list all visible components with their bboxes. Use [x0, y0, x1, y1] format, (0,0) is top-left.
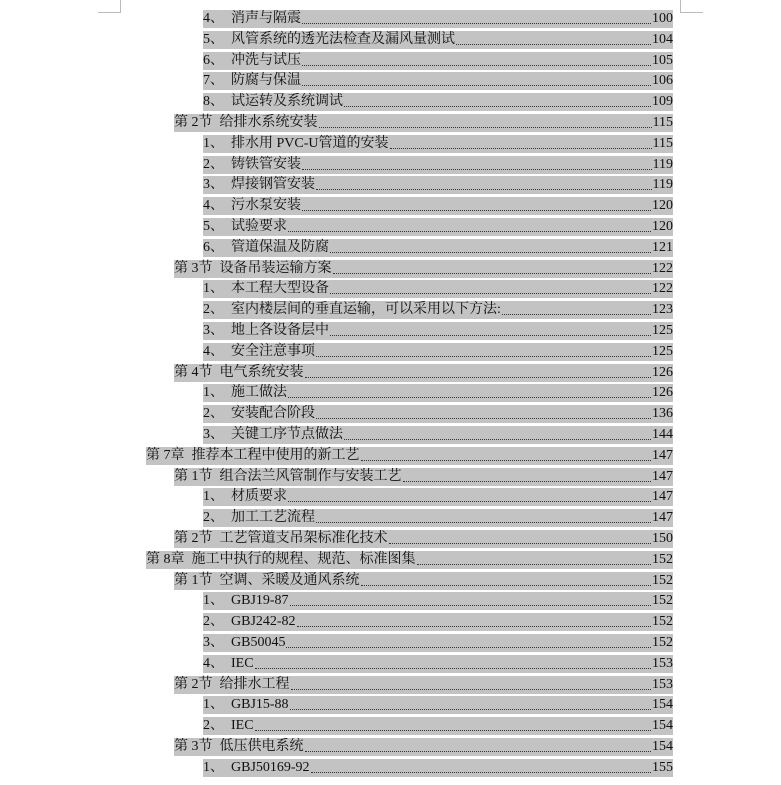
toc-entry-number: 3、	[203, 323, 224, 338]
toc-page-number: 147	[652, 510, 673, 526]
toc-dot-leader	[302, 60, 651, 66]
toc-entry-title: 电气系统安装	[219, 364, 304, 380]
toc-page-number: 109	[652, 94, 673, 110]
crop-mark-left	[98, 0, 121, 13]
toc-item-entry[interactable]	[203, 696, 673, 714]
toc-item-entry[interactable]	[203, 384, 673, 402]
toc-page-number: 121	[652, 239, 673, 255]
toc-item-entry[interactable]	[203, 759, 673, 777]
toc-page-number: 152	[652, 614, 673, 630]
toc-page-number: 106	[652, 73, 673, 89]
toc-dot-leader	[302, 205, 651, 211]
toc-entry-number: 第 2节	[174, 531, 213, 546]
toc-entry-number: 1、	[203, 489, 224, 505]
toc-item-entry[interactable]	[203, 655, 673, 673]
toc-item-entry[interactable]	[203, 405, 673, 423]
toc-entry-number: 第 4节	[174, 364, 213, 380]
toc-entry-title: 管道保温及防腐	[231, 239, 329, 255]
toc-entry-number: 1、	[203, 759, 224, 775]
toc-item-entry[interactable]	[203, 488, 673, 506]
toc-entry-number: 第 3节	[174, 739, 213, 754]
toc-dot-leader	[302, 164, 652, 170]
toc-item-entry[interactable]	[203, 197, 673, 215]
toc-dot-leader	[316, 351, 651, 357]
toc-entry-title: IEC	[231, 655, 254, 671]
toc-entry-title: GBJ19-87	[231, 593, 289, 609]
toc-entry-number: 1、	[203, 593, 224, 609]
toc-entry-title: GB50045	[231, 635, 286, 650]
toc-entry-number: 5、	[203, 31, 224, 47]
toc-page-number: 122	[652, 281, 673, 297]
toc-item-entry[interactable]	[203, 322, 673, 340]
toc-entry-number: 2、	[203, 406, 224, 422]
toc-item-entry[interactable]	[203, 135, 673, 153]
toc-page-number: 152	[652, 593, 673, 609]
toc-page-number: 122	[652, 260, 673, 276]
toc-entry-title: 材质要求	[231, 489, 287, 505]
toc-dot-leader	[403, 476, 652, 482]
toc-entry-number: 2、	[203, 614, 224, 630]
toc-dot-leader	[288, 392, 651, 398]
toc-entry-title: 工艺管道支吊架标准化技术	[219, 531, 388, 546]
toc-entry-number: 4、	[203, 198, 224, 214]
toc-dot-leader	[316, 184, 652, 190]
toc-entry-title: 风管系统的透光法检查及漏风量测试	[231, 31, 455, 47]
toc-entry-number: 第 1节	[174, 468, 213, 484]
toc-entry-number: 8、	[203, 94, 224, 110]
toc-entry-title: GBJ50169-92	[231, 759, 310, 775]
toc-entry-number: 3、	[203, 635, 224, 650]
toc-page-number: 155	[652, 759, 673, 775]
toc-entry-number: 第 2节	[174, 676, 213, 692]
toc-item-entry[interactable]	[203, 613, 673, 631]
toc-dot-leader	[361, 455, 652, 461]
toc-item-entry[interactable]	[203, 426, 673, 444]
toc-entry-title: 加工工艺流程	[231, 510, 315, 526]
toc-entry-number: 1、	[203, 697, 224, 713]
toc-section-entry[interactable]	[174, 114, 673, 132]
toc-dot-leader	[288, 226, 651, 232]
toc-dot-leader	[290, 704, 651, 710]
toc-page-number: 119	[652, 156, 673, 172]
toc-page-number: 119	[652, 177, 673, 193]
toc-entry-title: 焊接钢管安装	[231, 177, 315, 193]
toc-section-entry[interactable]	[174, 260, 673, 278]
toc-entry-title: 设备吊装运输方案	[219, 260, 332, 276]
toc-entry-number: 3、	[203, 427, 224, 442]
toc-entry-title: 给排水系统安装	[219, 115, 318, 130]
toc-item-entry[interactable]	[203, 72, 673, 90]
toc-entry-title: 安装配合阶段	[231, 406, 315, 422]
toc-item-entry[interactable]	[203, 31, 673, 49]
toc-entry-title: 铸铁管安装	[231, 156, 301, 172]
toc-page-number: 125	[652, 343, 673, 359]
toc-entry-number: 1、	[203, 281, 224, 297]
toc-entry-title: 室内楼层间的垂直运输，可以采用以下方法:	[231, 302, 501, 318]
toc-page-number: 136	[652, 406, 673, 422]
toc-dot-leader	[316, 517, 651, 523]
toc-entry-number: 5、	[203, 219, 224, 234]
toc-item-entry[interactable]	[203, 634, 673, 652]
toc-item-entry[interactable]	[203, 52, 673, 70]
toc-entry-title: IEC	[231, 718, 254, 734]
toc-dot-leader	[330, 247, 651, 253]
toc-section-entry[interactable]	[174, 676, 673, 694]
toc-entry-number: 3、	[203, 177, 224, 193]
toc-entry-number: 4、	[203, 343, 224, 359]
toc-section-entry[interactable]	[174, 738, 673, 756]
toc-dot-leader	[456, 39, 651, 45]
toc-entry-title: 地上各设备层中	[231, 323, 329, 338]
toc-page-number: 152	[652, 572, 673, 588]
toc-entry-number: 第 2节	[174, 115, 213, 130]
toc-dot-leader	[302, 80, 651, 86]
toc-entry-title: 本工程大型设备	[231, 281, 329, 297]
toc-dot-leader	[305, 746, 652, 752]
toc-dot-leader	[361, 580, 652, 586]
toc-page-number: 126	[652, 385, 673, 401]
toc-dot-leader	[316, 413, 651, 419]
toc-item-entry[interactable]	[203, 343, 673, 361]
toc-entry-title: 施工做法	[231, 385, 287, 401]
toc-entry-number: 1、	[203, 385, 224, 401]
toc-entry-title: 污水泵安装	[231, 198, 301, 214]
toc-entry-title: 推荐本工程中使用的新工艺	[191, 447, 360, 463]
toc-item-entry[interactable]	[203, 176, 673, 194]
toc-page-number: 147	[652, 489, 673, 505]
toc-item-entry[interactable]	[203, 509, 673, 527]
toc-page-number: 115	[652, 115, 673, 130]
toc-page-number: 152	[652, 635, 673, 650]
toc-page-number: 120	[652, 198, 673, 214]
toc-entry-title: 消声与隔震	[231, 11, 301, 26]
toc-page-number: 147	[652, 468, 673, 484]
toc-entry-number: 6、	[203, 52, 224, 68]
toc-entry-number: 2、	[203, 156, 224, 172]
toc-entry-title: GBJ15-88	[231, 697, 289, 713]
toc-entry-title: 排水用 PVC-U管道的安装	[231, 135, 389, 151]
toc-entry-number: 第 3节	[174, 260, 213, 276]
toc-dot-leader	[389, 538, 652, 544]
toc-item-entry[interactable]	[203, 592, 673, 610]
toc-page-number: 115	[652, 135, 673, 151]
toc-item-entry[interactable]	[203, 10, 673, 28]
toc-page-number: 154	[652, 697, 673, 713]
toc-item-entry[interactable]	[203, 156, 673, 174]
toc-page-number: 154	[652, 739, 673, 754]
toc-section-entry[interactable]	[174, 530, 673, 548]
toc-entry-number: 第 1节	[174, 572, 213, 588]
toc-dot-leader	[502, 309, 651, 315]
toc-entry-title: 组合法兰风管制作与安装工艺	[219, 468, 402, 484]
toc-dot-leader	[417, 559, 652, 565]
toc-entry-title: 冲洗与试压	[231, 52, 301, 68]
toc-entry-number: 第 7章	[146, 447, 185, 463]
toc-entry-number: 第 8章	[146, 551, 185, 567]
toc-dot-leader	[330, 288, 651, 294]
toc-page-number: 104	[652, 31, 673, 47]
toc-page-number: 154	[652, 718, 673, 734]
toc-page-number: 144	[652, 427, 673, 442]
toc-entry-title: 给排水工程	[219, 676, 290, 692]
toc-entry-title: GBJ242-82	[231, 614, 296, 630]
toc-page-number: 105	[652, 52, 673, 68]
toc-entry-title: 防腐与保温	[231, 73, 301, 89]
toc-entry-number: 2、	[203, 718, 224, 734]
toc-dot-leader	[255, 725, 651, 731]
toc-entry-title: 低压供电系统	[219, 739, 304, 754]
toc-chapter-entry[interactable]	[146, 551, 673, 569]
toc-page-number: 147	[652, 447, 673, 463]
toc-page-number: 126	[652, 364, 673, 380]
toc-item-entry[interactable]	[203, 717, 673, 735]
toc-dot-leader	[288, 496, 651, 502]
toc-dot-leader	[290, 600, 651, 606]
toc-item-entry[interactable]	[203, 280, 673, 298]
toc-entry-number: 7、	[203, 73, 224, 89]
toc-dot-leader	[333, 268, 652, 274]
toc-page-number: 120	[652, 219, 673, 234]
toc-page-number: 150	[652, 531, 673, 546]
toc-page-number: 153	[652, 676, 673, 692]
toc-entry-number: 2、	[203, 302, 224, 318]
toc-dot-leader	[305, 372, 652, 378]
toc-entry-number: 6、	[203, 239, 224, 255]
toc-section-entry[interactable]	[174, 468, 673, 486]
toc-section-entry[interactable]	[174, 364, 673, 382]
toc-dot-leader	[330, 330, 651, 336]
toc-entry-title: 试验要求	[231, 219, 287, 234]
crop-mark-right	[680, 0, 703, 13]
toc-dot-leader	[344, 434, 651, 440]
toc-entry-title: 空调、采暖及通风系统	[219, 572, 360, 588]
toc-chapter-entry[interactable]	[146, 447, 673, 465]
toc-entry-title: 试运转及系统调试	[231, 94, 343, 110]
toc-dot-leader	[302, 18, 651, 24]
toc-dot-leader	[297, 621, 651, 627]
toc-entry-number: 4、	[203, 655, 224, 671]
toc-entry-title: 安全注意事项	[231, 343, 315, 359]
toc-dot-leader	[344, 101, 651, 107]
toc-item-entry[interactable]	[203, 239, 673, 257]
toc-page-number: 152	[652, 551, 673, 567]
toc-entry-number: 4、	[203, 11, 224, 26]
toc-page-number: 125	[652, 323, 673, 338]
toc-entry-title: 施工中执行的规程、规范、标准图集	[191, 551, 416, 567]
toc-dot-leader	[390, 143, 652, 149]
toc-page-number: 123	[652, 302, 673, 318]
toc-page-number: 100	[652, 11, 673, 26]
toc-page-number: 153	[652, 655, 673, 671]
toc-item-entry[interactable]	[203, 93, 673, 111]
toc-dot-leader	[319, 122, 652, 128]
toc-item-entry[interactable]	[203, 218, 673, 236]
toc-item-entry[interactable]	[203, 301, 673, 319]
toc-dot-leader	[311, 767, 651, 773]
toc-dot-leader	[291, 684, 652, 690]
toc-dot-leader	[286, 642, 651, 648]
toc-dot-leader	[255, 663, 651, 669]
toc-entry-title: 关键工序节点做法	[231, 427, 343, 442]
toc-section-entry[interactable]	[174, 572, 673, 590]
toc-entry-number: 2、	[203, 510, 224, 526]
toc-entry-number: 1、	[203, 135, 224, 151]
